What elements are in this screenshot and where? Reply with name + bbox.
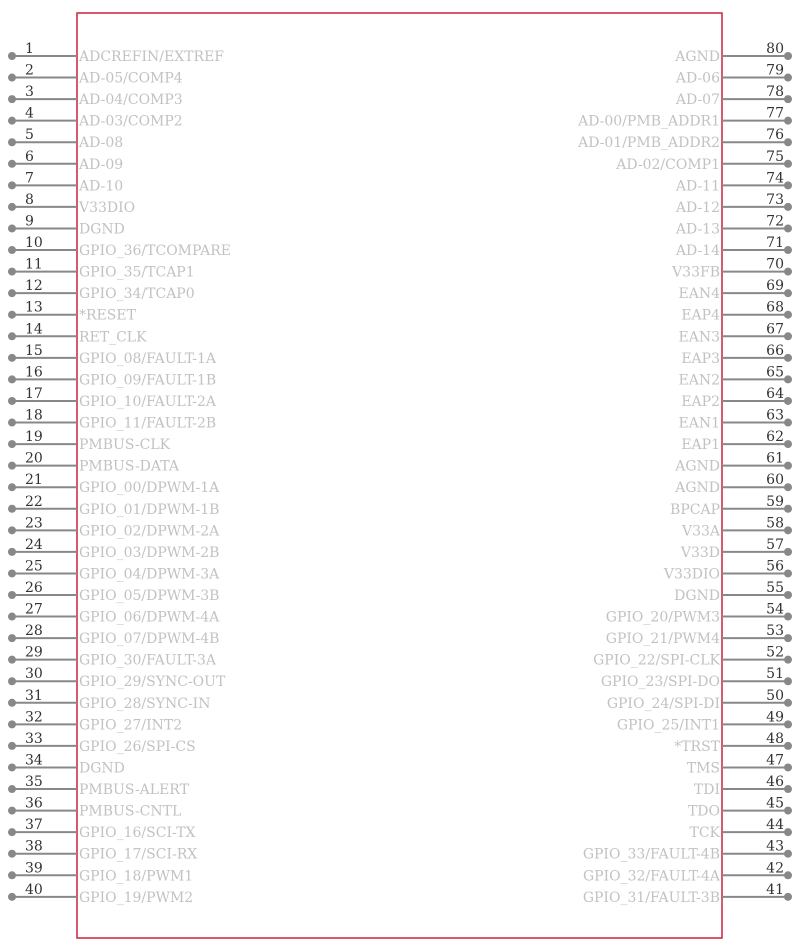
pin-number: 11 [25, 256, 43, 273]
pin-terminal-dot [8, 828, 16, 836]
pin-number: 59 [766, 493, 784, 510]
pin-label: *RESET [79, 307, 136, 324]
pin-label: GPIO_07/DPWM-4B [79, 631, 220, 648]
pin-number: 39 [25, 860, 43, 877]
pin-terminal-dot [784, 893, 792, 901]
pin-number: 31 [25, 687, 43, 704]
pin-number: 29 [25, 644, 43, 661]
pin-label: GPIO_25/INT1 [616, 717, 720, 734]
pin-terminal-dot [784, 591, 792, 599]
pin-terminal-dot [784, 203, 792, 211]
pin-number: 65 [766, 364, 784, 381]
pin-terminal-dot [784, 613, 792, 621]
pin-label: GPIO_36/TCOMPARE [79, 243, 232, 260]
pin-label: EAP4 [681, 307, 720, 324]
pin-terminal-dot [784, 95, 792, 103]
pin-terminal-dot [8, 656, 16, 664]
pin-terminal-dot [8, 613, 16, 621]
pin-label: GPIO_31/FAULT-3B [582, 889, 720, 906]
pin-number: 45 [766, 795, 784, 812]
pin-terminal-dot [8, 548, 16, 556]
pin-label: ADCREFIN/EXTREF [79, 49, 225, 65]
pin-number: 46 [766, 774, 784, 791]
pin-number: 10 [25, 235, 43, 252]
pin-number: 72 [766, 213, 784, 230]
pin-number: 79 [766, 62, 784, 79]
pin-number: 12 [25, 278, 43, 295]
pin-label: GPIO_30/FAULT-3A [79, 652, 216, 669]
pin-number: 8 [25, 191, 34, 208]
pin-label: GPIO_05/DPWM-3B [79, 588, 220, 604]
pin-label: V33A [681, 523, 720, 540]
pin-label: AD-04/COMP3 [79, 92, 183, 109]
pin-label: DGND [79, 221, 125, 238]
pin-label: V33DIO [663, 566, 720, 583]
pin-label: AD-01/PMB_ADDR2 [578, 135, 720, 152]
pin-terminal-dot [8, 634, 16, 642]
pin-terminal-dot [8, 419, 16, 427]
pin-label: TDI [693, 782, 720, 799]
pin-label: PMBUS-DATA [79, 458, 179, 475]
pin-label: EAP3 [681, 350, 720, 367]
pin-number: 67 [766, 321, 784, 338]
pin-number: 48 [766, 730, 784, 747]
pin-terminal-dot [784, 505, 792, 513]
pin-label: GPIO_24/SPI-DI [606, 695, 720, 712]
pin-terminal-dot [784, 354, 792, 362]
pin-terminal-dot [8, 160, 16, 168]
pin-number: 23 [25, 515, 43, 532]
pin-terminal-dot [784, 289, 792, 297]
pin-terminal-dot [784, 569, 792, 577]
pin-label: EAN1 [678, 415, 720, 432]
pin-number: 80 [766, 41, 784, 57]
pin-label: AD-03/COMP2 [79, 113, 183, 130]
pin-number: 71 [766, 235, 784, 252]
pin-number: 28 [25, 623, 43, 640]
pin-label: AGND [675, 480, 720, 497]
pin-number: 53 [766, 623, 784, 640]
pin-label: AD-12 [675, 199, 720, 216]
pin-terminal-dot [8, 483, 16, 491]
pin-terminal-dot [8, 332, 16, 340]
pin-number: 77 [766, 105, 784, 122]
pin-label: AD-08 [79, 135, 124, 152]
pin-number: 21 [25, 472, 43, 489]
pin-number: 2 [25, 62, 34, 79]
pin-terminal-dot [8, 742, 16, 750]
pin-terminal-dot [8, 95, 16, 103]
pin-terminal-dot [8, 268, 16, 276]
pin-number: 14 [25, 321, 43, 338]
pin-terminal-dot [784, 375, 792, 383]
pin-terminal-dot [8, 74, 16, 82]
pin-number: 57 [766, 536, 784, 553]
pin-number: 15 [25, 342, 43, 359]
pin-number: 16 [25, 364, 43, 381]
pin-number: 33 [25, 730, 43, 747]
pin-terminal-dot [784, 526, 792, 534]
pin-terminal-dot [8, 591, 16, 599]
pin-number: 43 [766, 838, 784, 855]
pin-number: 24 [25, 536, 43, 553]
pin-number: 68 [766, 299, 784, 316]
pin-label: TMS [686, 760, 720, 777]
pin-terminal-dot [784, 419, 792, 427]
pin-label: DGND [674, 588, 720, 604]
pin-terminal-dot [784, 181, 792, 189]
pin-terminal-dot [8, 871, 16, 879]
pin-terminal-dot [8, 462, 16, 470]
pin-label: GPIO_11/FAULT-2B [79, 415, 217, 432]
pin-number: 61 [766, 450, 784, 467]
pin-label: AGND [675, 49, 720, 65]
pin-number: 64 [766, 385, 784, 402]
pin-label: GPIO_01/DPWM-1B [79, 501, 220, 518]
pin-number: 6 [25, 148, 34, 165]
pin-label: EAP2 [681, 393, 720, 410]
pin-terminal-dot [8, 289, 16, 297]
component-body [77, 13, 722, 938]
pin-label: GPIO_09/FAULT-1B [79, 372, 217, 389]
pin-terminal-dot [784, 440, 792, 448]
pin-number: 42 [766, 860, 784, 877]
pin-label: TCK [689, 825, 720, 842]
pin-number: 25 [25, 558, 43, 575]
pin-terminal-dot [784, 548, 792, 556]
pin-terminal-dot [8, 203, 16, 211]
pin-terminal-dot [784, 677, 792, 685]
pin-terminal-dot [784, 699, 792, 707]
pin-terminal-dot [8, 440, 16, 448]
pin-terminal-dot [784, 656, 792, 664]
pin-terminal-dot [8, 569, 16, 577]
pin-label: TDO [687, 803, 720, 820]
pin-number: 70 [766, 256, 784, 273]
pin-terminal-dot [784, 397, 792, 405]
pin-label: GPIO_00/DPWM-1A [79, 480, 220, 497]
pin-number: 50 [766, 687, 784, 704]
pin-label: BPCAP [670, 501, 720, 518]
pin-terminal-dot [784, 850, 792, 858]
pin-terminal-dot [8, 785, 16, 793]
pin-terminal-dot [8, 526, 16, 534]
pin-label: GPIO_19/PWM2 [79, 889, 194, 906]
pin-number: 35 [25, 774, 43, 791]
pin-label: GPIO_16/SCI-TX [79, 825, 196, 842]
pin-label: GPIO_20/PWM3 [605, 609, 720, 626]
pin-number: 73 [766, 191, 784, 208]
pin-label: PMBUS-CLK [79, 437, 171, 454]
pin-number: 36 [25, 795, 43, 812]
pin-terminal-dot [784, 807, 792, 815]
pin-terminal-dot [8, 699, 16, 707]
pin-label: AD-06 [675, 70, 720, 87]
pin-number: 32 [25, 709, 43, 726]
pin-label: GPIO_22/SPI-CLK [593, 652, 720, 669]
pin-number: 13 [25, 299, 43, 316]
pin-label: AD-14 [675, 243, 720, 260]
pin-terminal-dot [784, 117, 792, 125]
pin-label: GPIO_23/SPI-DO [600, 674, 720, 691]
pin-number: 1 [25, 41, 34, 57]
pin-label: PMBUS-ALERT [79, 782, 189, 799]
pin-label: AD-09 [79, 156, 124, 173]
pin-terminal-dot [8, 311, 16, 319]
pin-terminal-dot [8, 52, 16, 60]
pin-label: V33D [680, 544, 720, 561]
pin-label: AD-13 [675, 221, 720, 238]
pin-label: EAN3 [678, 329, 720, 346]
pin-number: 34 [25, 752, 43, 769]
pin-label: AD-11 [675, 178, 720, 195]
pin-terminal-dot [8, 807, 16, 815]
pin-label: V33DIO [79, 199, 136, 216]
pin-terminal-dot [8, 850, 16, 858]
pin-label: GPIO_08/FAULT-1A [79, 350, 216, 367]
pin-terminal-dot [784, 52, 792, 60]
pin-number: 51 [766, 666, 784, 683]
pin-label: AD-07 [675, 92, 720, 109]
pin-terminal-dot [784, 828, 792, 836]
pin-label: AD-10 [79, 178, 124, 195]
pin-label: GPIO_27/INT2 [79, 717, 183, 734]
pin-terminal-dot [8, 397, 16, 405]
pin-label: V33FB [672, 264, 720, 281]
pin-number: 66 [766, 342, 784, 359]
pin-terminal-dot [8, 375, 16, 383]
pin-terminal-dot [784, 634, 792, 642]
pin-terminal-dot [784, 224, 792, 232]
pin-label: GPIO_28/SYNC-IN [79, 695, 211, 712]
pin-label: AD-02/COMP1 [616, 156, 720, 173]
pin-number: 19 [25, 429, 43, 446]
pin-label: GPIO_29/SYNC-OUT [79, 674, 226, 691]
pin-label: PMBUS-CNTL [79, 803, 182, 820]
pin-number: 74 [766, 170, 784, 187]
pin-terminal-dot [8, 246, 16, 254]
pin-terminal-dot [8, 354, 16, 362]
pin-terminal-dot [784, 462, 792, 470]
pin-number: 60 [766, 472, 784, 489]
pin-label: GPIO_33/FAULT-4B [582, 846, 720, 863]
pin-label: GPIO_26/SPI-CS [79, 738, 196, 755]
pin-number: 75 [766, 148, 784, 165]
pin-terminal-dot [8, 117, 16, 125]
pin-terminal-dot [784, 74, 792, 82]
pin-terminal-dot [8, 224, 16, 232]
pin-label: AD-05/COMP4 [79, 70, 183, 87]
pin-label: GPIO_32/FAULT-4A [583, 868, 720, 885]
pin-label: GPIO_03/DPWM-2B [79, 544, 220, 561]
pin-number: 30 [25, 666, 43, 683]
pin-number: 20 [25, 450, 43, 467]
pin-label: GPIO_06/DPWM-4A [79, 609, 220, 626]
pin-label: GPIO_02/DPWM-2A [79, 523, 220, 540]
pin-terminal-dot [784, 311, 792, 319]
pin-terminal-dot [8, 181, 16, 189]
pin-label: EAP1 [681, 437, 720, 454]
pin-label: *TRST [674, 738, 720, 755]
pin-label: GPIO_10/FAULT-2A [79, 393, 216, 410]
pin-terminal-dot [8, 505, 16, 513]
pin-number: 78 [766, 84, 784, 101]
pin-terminal-dot [784, 483, 792, 491]
pin-number: 26 [25, 580, 43, 596]
pin-number: 9 [25, 213, 34, 230]
pin-terminal-dot [784, 785, 792, 793]
pin-number: 18 [25, 407, 43, 424]
pin-terminal-dot [784, 246, 792, 254]
pin-number: 62 [766, 429, 784, 446]
pin-number: 76 [766, 127, 784, 144]
pin-label: EAN2 [678, 372, 720, 389]
pin-number: 5 [25, 127, 34, 144]
pin-number: 17 [25, 385, 43, 402]
pin-number: 52 [766, 644, 784, 661]
pin-number: 69 [766, 278, 784, 295]
pin-number: 7 [25, 170, 34, 187]
pin-number: 55 [766, 580, 784, 596]
pin-number: 47 [766, 752, 784, 769]
pin-terminal-dot [784, 160, 792, 168]
pin-number: 41 [766, 881, 784, 898]
pin-number: 56 [766, 558, 784, 575]
pin-terminal-dot [784, 871, 792, 879]
pin-terminal-dot [8, 893, 16, 901]
pin-terminal-dot [8, 720, 16, 728]
pin-number: 63 [766, 407, 784, 424]
pin-number: 3 [25, 84, 34, 101]
pin-terminal-dot [784, 763, 792, 771]
pin-label: RET_CLK [79, 329, 147, 346]
pin-label: AGND [675, 458, 720, 475]
pin-terminal-dot [784, 332, 792, 340]
pin-label: GPIO_34/TCAP0 [79, 286, 195, 303]
pin-label: GPIO_21/PWM4 [605, 631, 720, 648]
pin-number: 27 [25, 601, 43, 618]
pin-number: 54 [766, 601, 784, 618]
pin-number: 49 [766, 709, 784, 726]
pin-terminal-dot [8, 138, 16, 146]
pin-terminal-dot [784, 742, 792, 750]
pin-terminal-dot [784, 268, 792, 276]
pin-label: GPIO_35/TCAP1 [79, 264, 195, 281]
pin-terminal-dot [8, 677, 16, 685]
pin-label: GPIO_18/PWM1 [79, 868, 194, 885]
pin-label: GPIO_17/SCI-RX [79, 846, 198, 863]
pin-number: 37 [25, 817, 43, 834]
pin-terminal-dot [784, 720, 792, 728]
pin-number: 40 [25, 881, 43, 898]
pin-label: GPIO_04/DPWM-3A [79, 566, 220, 583]
pin-number: 58 [766, 515, 784, 532]
pin-number: 38 [25, 838, 43, 855]
pin-label: EAN4 [678, 286, 720, 303]
pin-label: DGND [79, 760, 125, 777]
pin-number: 4 [25, 105, 34, 122]
pin-terminal-dot [784, 138, 792, 146]
pin-number: 22 [25, 493, 43, 510]
pin-number: 44 [766, 817, 784, 834]
pin-label: AD-00/PMB_ADDR1 [578, 113, 720, 130]
pin-terminal-dot [8, 763, 16, 771]
